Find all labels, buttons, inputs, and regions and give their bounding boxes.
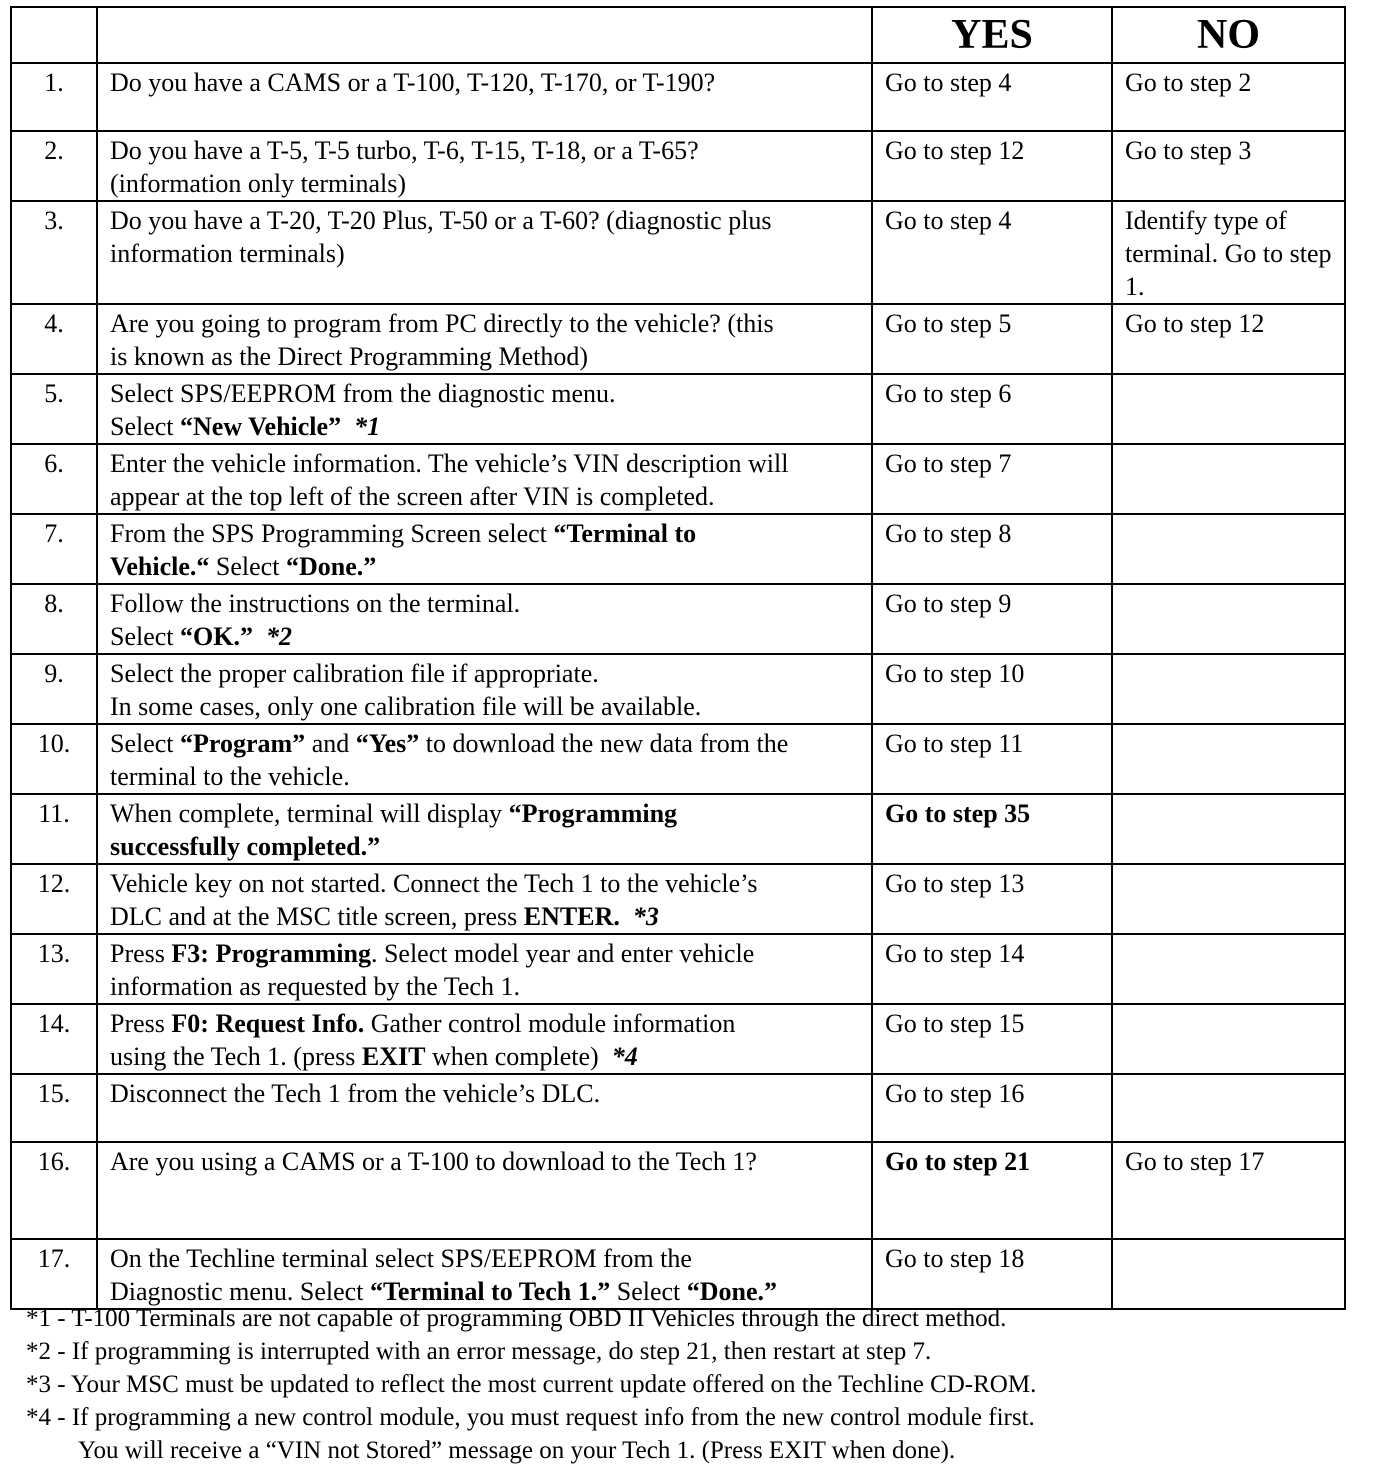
no-cell	[1112, 934, 1345, 1004]
table-row	[11, 304, 1345, 374]
step-number: 11.	[11, 794, 97, 864]
footnote-3: *3 - Your MSC must be updated to reflect the most current update offered on the Techline CD-ROM.	[26, 1371, 1037, 1398]
header-yes: YES	[872, 7, 1112, 63]
step-number: 7.	[11, 514, 97, 584]
header-question	[97, 7, 872, 63]
yes-cell: Go to step 11	[872, 724, 1112, 794]
yes-cell: Go to step 5	[872, 304, 1112, 374]
step-question: Press F3: Programming. Select model year and enter vehicle information as requested by the Tech 1.	[97, 934, 872, 1004]
footnote-2: *2 - If programming is interrupted with an error message, do step 21, then restart at step 7.	[26, 1338, 932, 1365]
step-number: 16.	[11, 1142, 97, 1239]
step-number: 5.	[11, 374, 97, 444]
step-number: 17.	[11, 1239, 97, 1309]
yes-cell: Go to step 8	[872, 514, 1112, 584]
footnote-4-continued: You will receive a “VIN not Stored” message on your Tech 1. (Press EXIT when done).	[78, 1437, 956, 1464]
yes-cell: Go to step 35	[872, 794, 1112, 864]
yes-cell: Go to step 14	[872, 934, 1112, 1004]
step-question: Vehicle key on not started. Connect the Tech 1 to the vehicle’s DLC and at the MSC title screen, press ENTER. *3	[97, 864, 872, 934]
table-row	[11, 1142, 1345, 1239]
step-question: Are you going to program from PC directly to the vehicle? (this is known as the Direct Programming Method)	[97, 304, 872, 374]
table-row	[11, 374, 1345, 444]
no-cell	[1112, 374, 1345, 444]
step-number: 1.	[11, 63, 97, 131]
footnotes	[26, 1302, 1356, 1467]
footnote-4: *4 - If programming a new control module, you must request info from the new control module first.	[26, 1404, 1035, 1431]
table-row	[11, 1004, 1345, 1074]
no-cell	[1112, 724, 1345, 794]
footnote-1: *1 - T-100 Terminals are not capable of programming OBD II Vehicles through the direct method.	[26, 1305, 1007, 1332]
step-question: Do you have a CAMS or a T-100, T-120, T-170, or T-190?	[97, 63, 872, 131]
step-question: Press F0: Request Info. Gather control module information using the Tech 1. (press EXIT when complete) *4	[97, 1004, 872, 1074]
step-number: 15.	[11, 1074, 97, 1142]
step-question: Do you have a T-20, T-20 Plus, T-50 or a T-60? (diagnostic plus information terminals)	[97, 201, 872, 304]
yes-cell: Go to step 4	[872, 201, 1112, 304]
step-number: 3.	[11, 201, 97, 304]
yes-cell: Go to step 21	[872, 1142, 1112, 1239]
yes-cell: Go to step 12	[872, 131, 1112, 201]
no-cell	[1112, 444, 1345, 514]
table-row	[11, 864, 1345, 934]
step-number: 9.	[11, 654, 97, 724]
no-cell: Go to step 17	[1112, 1142, 1345, 1239]
step-question: Enter the vehicle information. The vehicle’s VIN description will appear at the top left of the screen after VIN is completed.	[97, 444, 872, 514]
no-cell: Go to step 2	[1112, 63, 1345, 131]
yes-cell: Go to step 16	[872, 1074, 1112, 1142]
no-cell: Identify type of terminal. Go to step 1.	[1112, 201, 1345, 304]
table-row	[11, 584, 1345, 654]
table-row	[11, 63, 1345, 131]
table-row	[11, 1074, 1345, 1142]
steps-table	[10, 6, 1346, 1310]
no-cell: Go to step 12	[1112, 304, 1345, 374]
table-row	[11, 514, 1345, 584]
yes-cell: Go to step 6	[872, 374, 1112, 444]
step-number: 4.	[11, 304, 97, 374]
table-row	[11, 724, 1345, 794]
yes-cell: Go to step 7	[872, 444, 1112, 514]
step-question: Do you have a T-5, T-5 turbo, T-6, T-15, T-18, or a T-65? (information only terminals)	[97, 131, 872, 201]
step-question: On the Techline terminal select SPS/EEPROM from the Diagnostic menu. Select “Terminal to Tech 1.” Select “Done.”	[97, 1239, 872, 1309]
yes-cell: Go to step 15	[872, 1004, 1112, 1074]
step-number: 13.	[11, 934, 97, 1004]
no-cell	[1112, 1239, 1345, 1309]
yes-cell: Go to step 13	[872, 864, 1112, 934]
no-cell	[1112, 514, 1345, 584]
step-question: Select “Program” and “Yes” to download the new data from the terminal to the vehicle.	[97, 724, 872, 794]
step-question: From the SPS Programming Screen select “Terminal to Vehicle.“ Select “Done.”	[97, 514, 872, 584]
yes-cell: Go to step 9	[872, 584, 1112, 654]
no-cell	[1112, 1004, 1345, 1074]
table-row	[11, 1239, 1345, 1309]
step-question: Follow the instructions on the terminal. Select “OK.” *2	[97, 584, 872, 654]
header-num	[11, 7, 97, 63]
no-cell	[1112, 864, 1345, 934]
no-cell: Go to step 3	[1112, 131, 1345, 201]
no-cell	[1112, 654, 1345, 724]
step-number: 10.	[11, 724, 97, 794]
step-number: 12.	[11, 864, 97, 934]
step-question: Select SPS/EEPROM from the diagnostic menu. Select “New Vehicle” *1	[97, 374, 872, 444]
step-number: 6.	[11, 444, 97, 514]
yes-cell: Go to step 10	[872, 654, 1112, 724]
step-question: Disconnect the Tech 1 from the vehicle’s DLC.	[97, 1074, 872, 1142]
header-row	[11, 7, 1345, 63]
step-number: 8.	[11, 584, 97, 654]
table-row	[11, 934, 1345, 1004]
step-question: Select the proper calibration file if appropriate. In some cases, only one calibration file will be available.	[97, 654, 872, 724]
header-no: NO	[1112, 7, 1345, 63]
table-row	[11, 444, 1345, 514]
step-question: When complete, terminal will display “Programming successfully completed.”	[97, 794, 872, 864]
step-number: 2.	[11, 131, 97, 201]
step-number: 14.	[11, 1004, 97, 1074]
step-question: Are you using a CAMS or a T-100 to download to the Tech 1?	[97, 1142, 872, 1239]
no-cell	[1112, 584, 1345, 654]
yes-cell: Go to step 4	[872, 63, 1112, 131]
table-row	[11, 794, 1345, 864]
no-cell	[1112, 1074, 1345, 1142]
yes-cell: Go to step 18	[872, 1239, 1112, 1309]
table-row	[11, 654, 1345, 724]
table-row	[11, 201, 1345, 304]
table-row	[11, 131, 1345, 201]
no-cell	[1112, 794, 1345, 864]
